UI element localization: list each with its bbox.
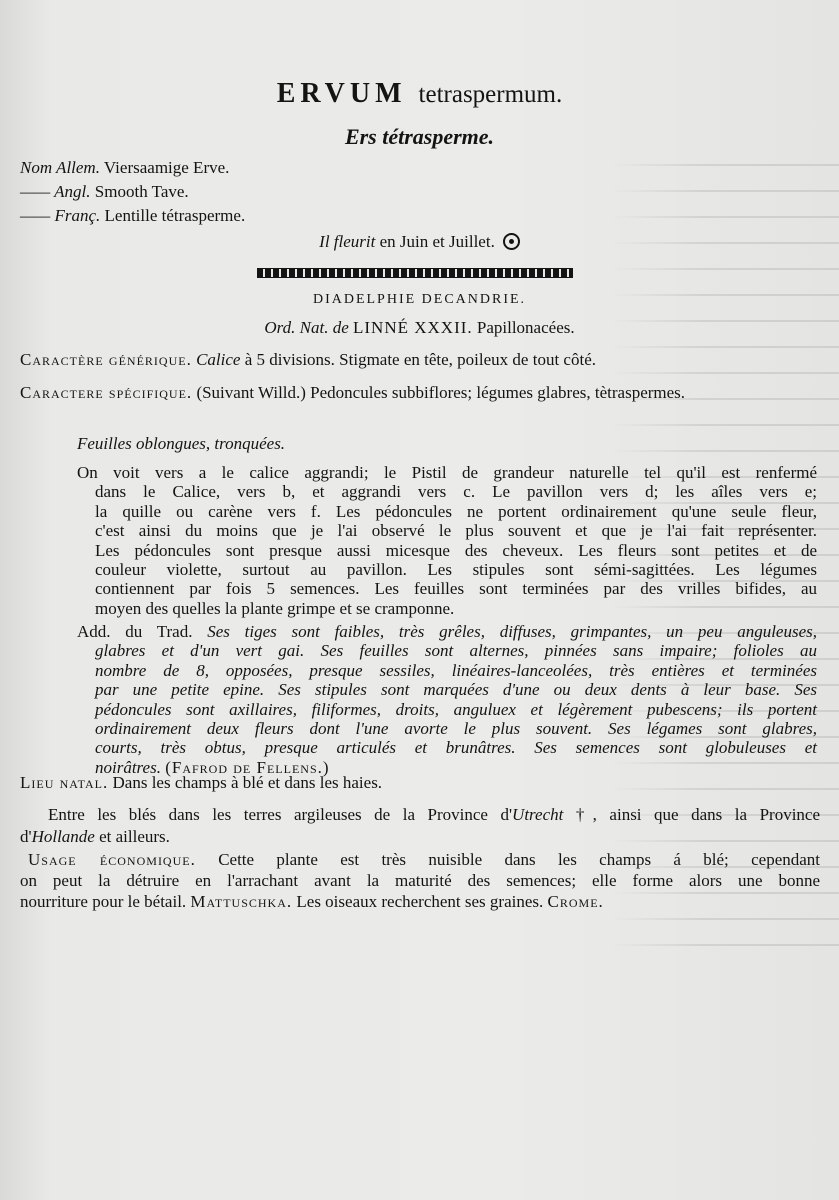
addition-line <box>95 700 817 719</box>
observation-line: la quille ou carène vers f. Les pédoncules ne portent ordinairement qu'une seule fleur, <box>95 501 817 521</box>
vernacular-row-english <box>20 180 245 204</box>
observation-line: Les pédoncules sont presque aussi micesque des cheveux. Les fleurs sont petites et de <box>95 540 817 560</box>
usage-line-3 <box>20 891 820 912</box>
observation-line: moyen des quelles la plante grimpe et se cramponne. <box>95 598 455 618</box>
habitat <box>20 772 820 794</box>
annual-symbol-icon <box>503 233 520 250</box>
french-name: Ers tétrasperme. <box>344 124 495 149</box>
translator-addition <box>77 622 817 777</box>
addition-text: courts, très obtus, presque articulés et brunâtres. Ses semences sont globuleuses et <box>95 738 817 758</box>
vernacular-names <box>20 156 245 228</box>
addition-text: glabres et d'un vert gai. Ses feuilles sont alternes, pinnées sans impaire; folioles au <box>95 641 817 661</box>
locality-text: †, ainsi que dans la Province <box>575 805 821 824</box>
specific-text: (Suivant Willd.) Pedoncules subbiflores; légumes glabres, tètraspermes. <box>196 383 686 402</box>
habitat-label: Lieu natal. <box>20 773 109 792</box>
locality-text: et ailleurs. <box>99 827 170 846</box>
observation-line: On voit vers a le calice aggrandi; le Pistil de grandeur naturelle tel qu'il est renfermé <box>77 463 817 482</box>
generic-character <box>20 349 820 371</box>
flowering-text: en Juin et Juillet. <box>379 232 495 251</box>
locality <box>20 804 820 848</box>
locality-text: d' <box>20 827 32 846</box>
usage-label: Usage économique. <box>28 850 196 869</box>
vernacular-row-french <box>20 204 245 228</box>
flowering-label: Il fleurit <box>319 232 376 251</box>
natural-order <box>0 318 839 338</box>
linnaean-class: DIADELPHIE DECANDRIE. <box>312 292 527 307</box>
author-observation <box>77 463 817 618</box>
vernacular-prefix: —— Franç. <box>20 206 101 225</box>
addition-text: pédoncules sont axillaires, filiformes, droits, anguluex et légèrement pubescens; ils portent <box>95 699 817 719</box>
usage-author: Crome. <box>547 892 604 911</box>
usage-line-1 <box>28 849 820 870</box>
addition-text: par une petite epine. Ses stipules sont marquées d'une ou deux dents à leur base. Ses <box>95 680 817 700</box>
order-name: Papillonacées. <box>476 318 575 337</box>
order-prefix: Ord. Nat. de <box>264 318 349 337</box>
addition-text: nombre de 8, opposées, presque sessiles, linéaires-lanceolées, très entières et terminées <box>95 660 817 680</box>
genus-name: ERVUM <box>276 78 407 109</box>
flowering-period <box>0 232 839 252</box>
addition-text: ordinairement deux fleurs dont l'une avorte le plus souvent. Ses légames sont glabres, <box>95 719 817 739</box>
species-epithet: tetraspermum. <box>418 81 563 108</box>
economic-usage <box>20 849 820 912</box>
addition-line <box>95 661 817 680</box>
locality-line-1 <box>48 804 820 826</box>
vernacular-prefix: Nom Allem. <box>20 158 100 177</box>
addition-text: Ses tiges sont faibles, très grêles, diffuses, grimpantes, un peu anguleuses, <box>207 622 817 641</box>
observation-line: c'est ainsi du moins que je l'ai observé le plus souvent et que je l'ai fait représenter. <box>95 521 817 541</box>
specific-character <box>20 382 820 404</box>
vernacular-name: Lentille tétrasperme. <box>104 206 246 225</box>
vernacular-name: Smooth Tave. <box>94 182 189 201</box>
observation-line: contiennent par fois 5 semences. Les feuilles sont terminées par des vrilles bifides, au <box>95 579 817 599</box>
addition-line <box>95 680 817 699</box>
addition-credit: (Fafrod de Fellens.) <box>165 757 330 777</box>
usage-text: Les oiseaux recherchent ses graines. <box>296 892 544 911</box>
addition-line <box>95 738 817 757</box>
addition-line-1 <box>77 622 817 641</box>
usage-text: Cette plante est très nuisible dans les champs á blé; cependant <box>218 850 821 869</box>
generic-label: Caractère générique. <box>20 350 192 369</box>
generic-calice: Calice <box>196 350 241 369</box>
species-title <box>0 78 839 110</box>
observation-line: couleur violette, surtout au pavillon. Les stipules sont sémi-sagittées. Les légumes <box>95 560 817 580</box>
vernacular-row-german <box>20 156 245 180</box>
ornamental-divider <box>257 268 573 278</box>
usage-text: nourriture pour le bétail. <box>20 892 187 911</box>
observation-line: dans le Calice, vers b, et aggrandi vers c. Le pavillon vers d; les aîles vers e; <box>95 482 817 502</box>
order-author: LINNÉ XXXII. <box>353 318 473 337</box>
addition-line <box>95 641 817 660</box>
habitat-text: Dans les champs à blé et dans les haies. <box>112 773 383 792</box>
vernacular-name: Viersaamige Erve. <box>103 158 230 177</box>
vernacular-prefix: —— Angl. <box>20 182 91 201</box>
leaves-note: Feuilles oblongues, tronquées. <box>77 434 286 453</box>
locality-line-2 <box>20 826 820 848</box>
specific-label: Caractere spécifique. <box>20 383 193 402</box>
usage-line-2: on peut la détruire en l'arrachant avant la maturité des semences; elle forme alors une bonne <box>20 871 820 890</box>
locality-text: Entre les blés dans les terres argileuses de la Province d' <box>48 805 513 824</box>
addition-line <box>95 719 817 738</box>
locality-place: Hollande <box>31 827 95 846</box>
addition-label: Add. du Trad. <box>77 622 193 641</box>
locality-place: Utrecht <box>512 805 564 824</box>
usage-author: Mattuschka. <box>190 892 293 911</box>
generic-text: à 5 divisions. Stigmate en tête, poileux de tout côté. <box>244 350 596 369</box>
addition-text: noirâtres. <box>95 757 161 777</box>
